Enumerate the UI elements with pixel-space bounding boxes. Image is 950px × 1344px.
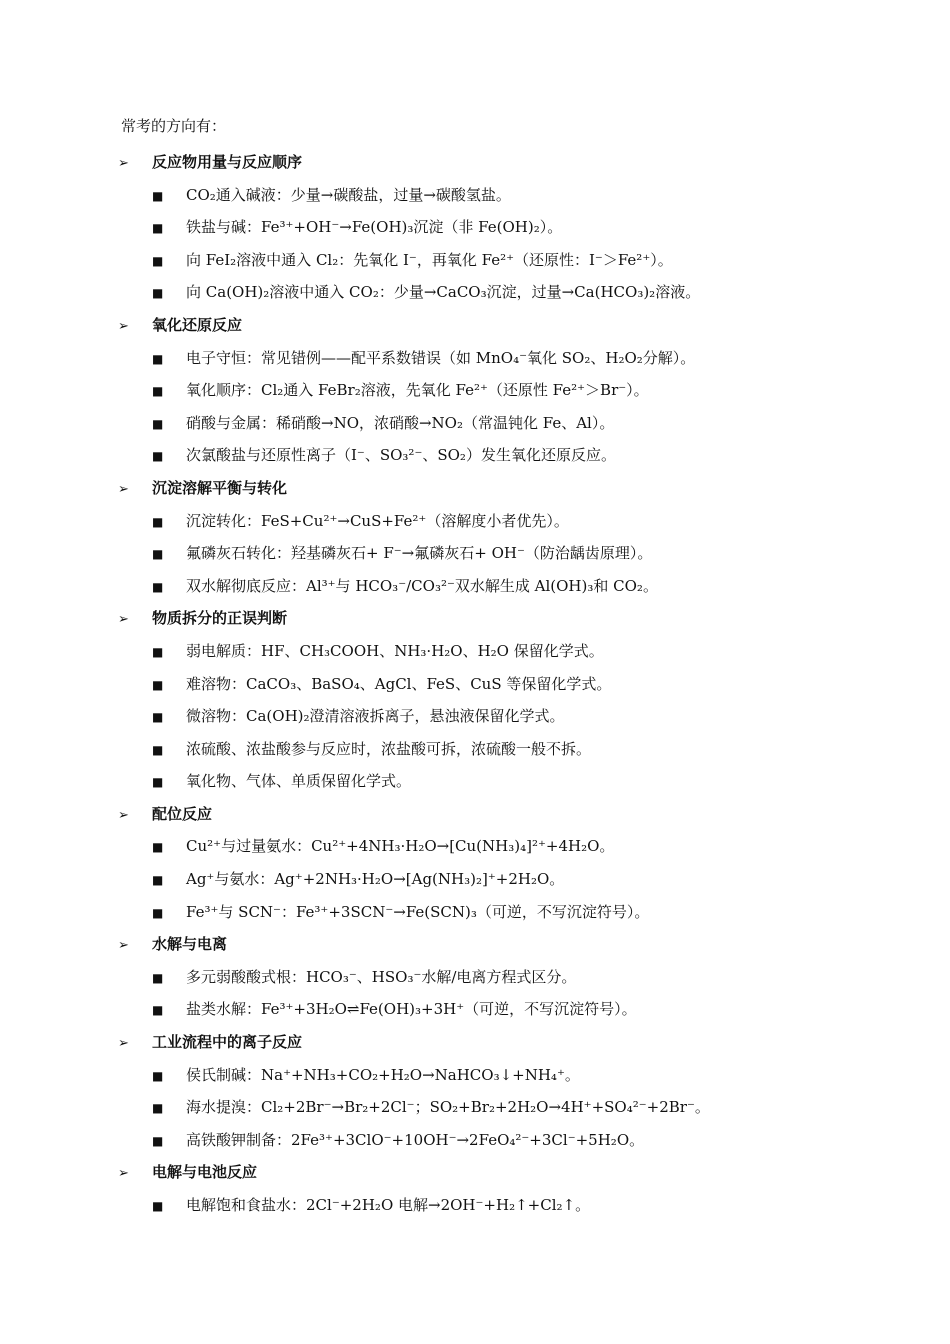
section-title: 配位反应 (152, 804, 213, 823)
arrow-bullet-icon: ➢ (118, 156, 129, 171)
square-bullet-icon: ■ (152, 840, 164, 855)
square-bullet-icon: ■ (152, 188, 164, 203)
section-title: 工业流程中的离子反应 (152, 1033, 303, 1052)
list-item-text: 硝酸与金属：稀硝酸→NO，浓硝酸→NO₂（常温钝化 Fe、Al）。 (186, 413, 615, 432)
section-heading (118, 798, 898, 831)
arrow-bullet-icon: ➢ (118, 612, 129, 628)
list-item (118, 374, 898, 407)
list-item (118, 1091, 898, 1124)
section (118, 309, 898, 472)
square-bullet-icon: ■ (152, 351, 164, 366)
list-item-text: 海水提溴：Cl₂+2Br⁻→Br₂+2Cl⁻；SO₂+Br₂+2H₂O→4H⁺+SO₄²⁻+2Br⁻。 (186, 1098, 710, 1117)
square-bullet-icon: ■ (152, 1068, 164, 1083)
square-bullet-icon: ■ (152, 449, 164, 464)
list-item-text: 向 FeI₂溶液中通入 Cl₂：先氧化 I⁻，再氧化 Fe²⁺（还原性：I⁻＞Fe²⁺）。 (186, 250, 673, 269)
section (118, 1156, 898, 1221)
list-item-text: 氟磷灰石转化：羟基磷灰石+ F⁻→氟磷灰石+ OH⁻（防治龋齿原理）。 (186, 544, 653, 563)
list-item (118, 1189, 898, 1222)
list-item-text: 盐类水解：Fe³⁺+3H₂O⇌Fe(OH)₃+3H⁺（可逆，不写沉淀符号）。 (186, 1000, 637, 1019)
section-heading (118, 146, 898, 179)
section (118, 928, 898, 1026)
list-item (118, 342, 898, 375)
square-bullet-icon: ■ (152, 1199, 164, 1213)
square-bullet-icon: ■ (152, 1133, 164, 1148)
list-item-text: 沉淀转化：FeS+Cu²⁺→CuS+Fe²⁺（溶解度小者优先）。 (186, 511, 569, 530)
square-bullet-icon: ■ (152, 677, 164, 692)
list-item (118, 244, 898, 277)
arrow-bullet-icon: ➢ (118, 938, 129, 954)
square-bullet-icon: ■ (152, 286, 164, 301)
list-item (118, 505, 898, 538)
section-heading (118, 602, 898, 635)
square-bullet-icon: ■ (152, 579, 164, 594)
square-bullet-icon: ■ (152, 970, 164, 985)
list-item-text: Cu²⁺与过量氨水：Cu²⁺+4NH₃·H₂O→[Cu(NH₃)₄]²⁺+4H₂O。 (186, 837, 615, 856)
list-item (118, 1059, 898, 1092)
list-item (118, 896, 898, 929)
square-bullet-icon: ■ (152, 775, 164, 790)
list-item-text: 多元弱酸酸式根：HCO₃⁻、HSO₃⁻水解/电离方程式区分。 (186, 967, 577, 986)
section-list (118, 146, 898, 1222)
list-item-text: 双水解彻底反应：Al³⁺与 HCO₃⁻/CO₃²⁻双水解生成 Al(OH)₃和 CO₂。 (186, 576, 658, 595)
list-item (118, 961, 898, 994)
section (118, 798, 898, 928)
section-title: 电解与电池反应 (152, 1163, 258, 1182)
section-heading (118, 1026, 898, 1059)
section (118, 146, 898, 309)
section-heading (118, 1156, 898, 1189)
square-bullet-icon: ■ (152, 905, 164, 920)
list-item (118, 830, 898, 863)
list-item (118, 570, 898, 603)
list-item-text: 微溶物：Ca(OH)₂澄清溶液拆离子，悬浊液保留化学式。 (186, 707, 565, 726)
list-item-text: 铁盐与碱：Fe³⁺+OH⁻→Fe(OH)₃沉淀（非 Fe(OH)₂）。 (186, 218, 563, 237)
section-title: 反应物用量与反应顺序 (152, 153, 303, 171)
list-item-text: 高铁酸钾制备：2Fe³⁺+3ClO⁻+10OH⁻→2FeO₄²⁻+3Cl⁻+5H₂O。 (186, 1130, 645, 1149)
square-bullet-icon: ■ (152, 416, 164, 431)
list-item (118, 765, 898, 798)
list-item-text: Fe³⁺与 SCN⁻：Fe³⁺+3SCN⁻→Fe(SCN)₃（可逆，不写沉淀符号）。 (186, 902, 650, 921)
square-bullet-icon: ■ (152, 742, 164, 757)
list-item-text: 电子守恒：常见错例——配平系数错误（如 MnO₄⁻氧化 SO₂、H₂O₂分解）。 (186, 348, 696, 367)
square-bullet-icon: ■ (152, 253, 164, 268)
list-item-text: 向 Ca(OH)₂溶液中通入 CO₂：少量→CaCO₃沉淀，过量→Ca(HCO₃)₂溶液。 (186, 283, 701, 302)
square-bullet-icon: ■ (152, 1003, 164, 1018)
list-item (118, 407, 898, 440)
list-item-text: 氧化顺序：Cl₂通入 FeBr₂溶液，先氧化 Fe²⁺（还原性 Fe²⁺＞Br⁻）。 (186, 381, 649, 400)
section-heading (118, 309, 898, 342)
section-heading (118, 472, 898, 505)
list-item (118, 733, 898, 766)
arrow-bullet-icon: ➢ (118, 1036, 129, 1052)
list-item-text: 次氯酸盐与还原性离子（I⁻、SO₃²⁻、SO₂）发生氧化还原反应。 (186, 446, 616, 465)
arrow-bullet-icon: ➢ (118, 807, 129, 823)
square-bullet-icon: ■ (152, 384, 164, 399)
square-bullet-icon: ■ (152, 710, 164, 725)
section-heading (118, 928, 898, 961)
list-item (118, 439, 898, 472)
section-title: 氧化还原反应 (152, 315, 243, 334)
list-item (118, 863, 898, 896)
intro-text: 常考的方向有： (121, 117, 227, 135)
list-item (118, 668, 898, 701)
section-title: 水解与电离 (152, 935, 228, 954)
list-item-text: 氧化物、气体、单质保留化学式。 (186, 772, 412, 791)
list-item-text: CO₂通入碱液：少量→碳酸盐，过量→碳酸氢盐。 (186, 185, 511, 204)
square-bullet-icon: ■ (152, 221, 164, 236)
list-item-text: 难溶物：CaCO₃、BaSO₄、AgCl、FeS、CuS 等保留化学式。 (186, 674, 612, 693)
section (118, 1026, 898, 1156)
square-bullet-icon: ■ (152, 644, 164, 659)
list-item (118, 179, 898, 212)
arrow-bullet-icon: ➢ (118, 318, 129, 334)
square-bullet-icon: ■ (152, 514, 164, 529)
arrow-bullet-icon: ➢ (118, 481, 129, 497)
list-item-text: 侯氏制碱：Na⁺+NH₃+CO₂+H₂O→NaHCO₃↓+NH₄⁺。 (186, 1065, 580, 1084)
list-item (118, 211, 898, 244)
square-bullet-icon: ■ (152, 873, 164, 888)
section-title: 沉淀溶解平衡与转化 (152, 478, 288, 497)
list-item (118, 276, 898, 309)
list-item-text: 电解饱和食盐水：2Cl⁻+2H₂O 电解→2OH⁻+H₂↑+Cl₂↑。 (186, 1196, 591, 1214)
square-bullet-icon: ■ (152, 1101, 164, 1116)
section-title: 物质拆分的正误判断 (152, 609, 288, 628)
square-bullet-icon: ■ (152, 547, 164, 562)
list-item-text: 浓硫酸、浓盐酸参与反应时，浓盐酸可拆，浓硫酸一般不拆。 (186, 739, 592, 758)
list-item (118, 635, 898, 668)
list-item (118, 1124, 898, 1157)
arrow-bullet-icon: ➢ (118, 1166, 129, 1182)
section (118, 602, 898, 798)
list-item-text: Ag⁺与氨水：Ag⁺+2NH₃·H₂O→[Ag(NH₃)₂]⁺+2H₂O。 (186, 870, 565, 889)
list-item (118, 537, 898, 570)
list-item (118, 700, 898, 733)
list-item (118, 993, 898, 1026)
list-item-text: 弱电解质：HF、CH₃COOH、NH₃·H₂O、H₂O 保留化学式。 (186, 641, 604, 660)
section (118, 472, 898, 602)
